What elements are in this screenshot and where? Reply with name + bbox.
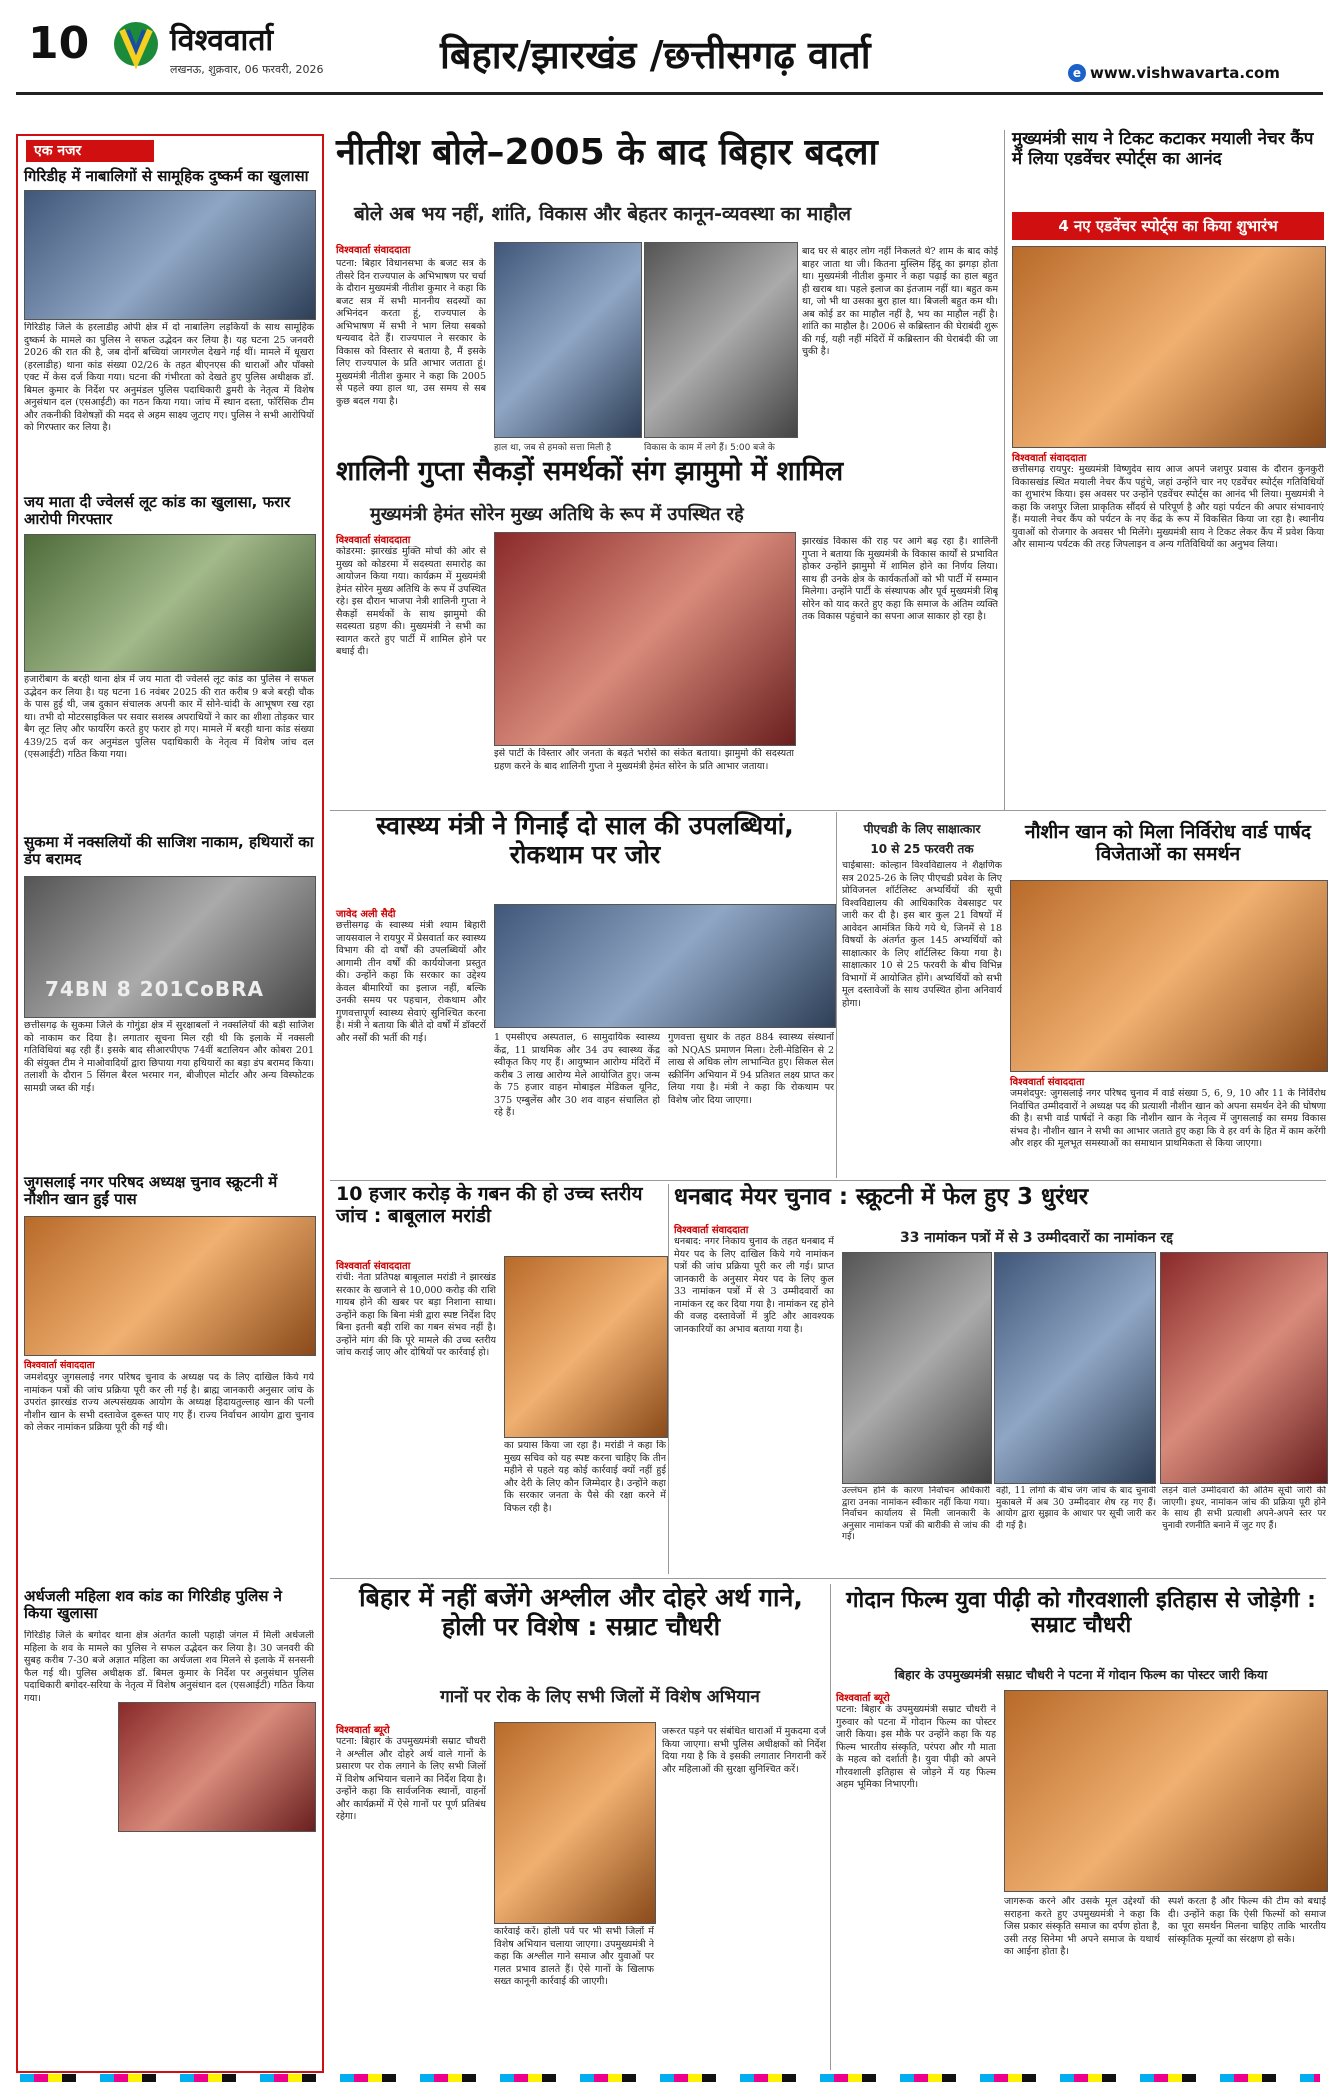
- cg-headline: मुख्यमंत्री साय ने टिकट कटाकर मयाली नेचर कैंप में लिया एडवेंचर स्पोर्ट्स का आनंद: [1012, 129, 1314, 169]
- row-rule: [330, 810, 1326, 811]
- lead-headline: नीतीश बोले–2005 के बाद बिहार बदला: [336, 132, 878, 173]
- cg-byline: विश्ववार्ता संवाददाता: [1012, 453, 1087, 464]
- godan-body-3: स्पर्श करता है और फिल्म की टीम को बधाई दी। उन्होंने कहा कि ऐसी फिल्मों को समाज का पूरा समर्थन मिलना चाहिए ताकि भारतीय सांस्कृतिक मूल्यों का संरक्षण हो सके।: [1168, 1896, 1326, 1945]
- row-rule: [330, 1578, 1326, 1579]
- left-story-2-photo: [24, 534, 316, 672]
- exam-kicker: पीएचडी के लिए साक्षात्कार: [863, 822, 981, 836]
- health-photo: [494, 904, 836, 1028]
- left-story-1-headline: गिरिडीह में नाबालिगों से सामूहिक दुष्कर्म का खुलासा: [24, 167, 309, 185]
- godan-body-1: पटना: बिहार के उपमुख्यमंत्री सम्राट चौधरी ने गुरुवार को पटना में गोदान फिल्म का पोस्टर जारी किया। इस मौके पर उन्होंने कहा कि यह फिल्म भारतीय संस्कृति, परंपरा और गौ माता के महत्व को दर्शाती है। युवा पीढ़ी को अपने गौरवशाली इतिहास से जोड़ने में यह फिल्म अहम भूमिका निभाएगी।: [836, 1704, 996, 1790]
- jmm-photo: [494, 532, 796, 746]
- marandi-headline: 10 हजार करोड़ के गबन की हो उच्च स्तरीय जांच : बाबूलाल मरांडी: [336, 1183, 643, 1227]
- left-story-4-byline: विश्ववार्ता संवाददाता: [24, 1360, 95, 1371]
- mayor-body-3: वहीं, 11 लोगों के बीच जंग जांच के बाद चुनावी मुकाबले में अब 30 उम्मीदवार शेष रह गए हैं। आयोग द्वारा सुझाव के आधार पर सूची जारी कर दी गई है।: [996, 1486, 1156, 1531]
- lead-caption-1: हाल था, जब से हमको सत्ता मिली है: [494, 443, 612, 453]
- godan-headline: गोदान फिल्म युवा पीढ़ी को गौरवशाली इतिहास से जोड़ेगी : सम्राट चौधरी: [846, 1588, 1316, 1639]
- health-headline: स्वास्थ्य मंत्री ने गिनाईं दो साल की उपलब्धियां, रोकथाम पर जोर: [376, 811, 794, 869]
- marandi-body-2: का प्रयास किया जा रहा है। मरांडी ने कहा कि मुख्य सचिव को यह स्पष्ट करना चाहिए कि तीन महीने से पहले यह कोई कार्रवाई क्यों नहीं हुई और देरी के लिए कौन जिम्मेदार है। उन्होंने कहा कि सरकार जनता के पैसे की रक्षा करने में विफल रही है।: [504, 1440, 666, 1514]
- holi-body-1: पटना: बिहार के उपमुख्यमंत्री सम्राट चौधरी ने अश्लील और दोहरे अर्थ वाले गानों के प्रसारण पर रोक लगाने के लिए सभी जिलों में विशेष अभियान चलाने का निर्देश दिया है। उन्होंने कहा कि सार्वजनिक स्थानों, वाहनों और कार्यक्रमों में ऐसे गानों पर पूर्ण प्रतिबंध रहेगा।: [336, 1736, 486, 1822]
- jmm-body-2: झारखंड विकास की राह पर आगे बढ़ रहा है। शालिनी गुप्ता ने बताया कि मुख्यमंत्री के विकास कार्यों से प्रभावित होकर उन्होंने झामुमो में शामिल होने का निर्णय लिया। साथ ही उनके क्षेत्र के कार्यकर्ताओं को भी पार्टी में सम्मान मिलेगा। उन्होंने पार्टी के संस्थापक और पूर्व मुख्यमंत्री शिबू सोरेन को याद करते हुए कहा कि समाज के अंतिम व्यक्ति तक विकास पहुंचाने का सपना आज साकार हो रहा है।: [802, 536, 998, 622]
- nausheen-photo: [1010, 880, 1328, 1072]
- jmm-byline: विश्ववार्ता संवाददाता: [336, 535, 411, 546]
- dateline: लखनऊ, शुक्रवार, 06 फरवरी, 2026: [170, 63, 324, 76]
- exam-headline: 10 से 25 फरवरी तक: [870, 842, 974, 856]
- left-story-1-body: गिरिडीह जिले के हरलाडीह ओपी क्षेत्र में दो नाबालिग लड़कियों के साथ सामूहिक दुष्कर्म के मामले का पुलिस ने सफल उद्भेदन कर लिया है। यह घटना 25 जनवरी 2026 की रात की है, जब दोनों बच्चियां जागरणेल देखने गई थीं। मामले में धूखरा (हरलाडीह) थाना कांड संख्या 02/26 के तहत बीएनएस की धाराओं और पॉक्सो एक्ट में केस दर्ज किया गया। घटना की गंभीरता को देखते हुए पुलिस अधीक्षक डॉ. बिमल कुमार के निर्देश पर अनुमंडल पुलिस पदाधिकारी डुमरी के नेतृत्व में विशेष अनुसंधान दल (एसआईटी) का गठन किया गया। जांच में स्थान दस्ता, फॉरेंसिक टीम और तकनीकी विशेषज्ञों की मदद से अहम साक्ष्य जुटाए गए। पुलिस ने सभी आरोपियों को गिरफ्तार कर लिया है।: [24, 322, 314, 433]
- godan-photo: [1004, 1690, 1328, 1892]
- holi-subhead: गानों पर रोक के लिए सभी जिलों में विशेष अभियान: [440, 1687, 760, 1707]
- mayor-body-4: लड़ने वाले उम्मीदवारों की अंतिम सूची जारी की जाएगी। इधर, नामांकन जांच की प्रक्रिया पूरी होने के साथ ही सभी प्रत्याशी अपने-अपने स्तर पर चुनावी रणनीति बनाने में जुट गए हैं।: [1162, 1486, 1326, 1531]
- holi-photo: [494, 1722, 656, 1924]
- nausheen-headline: नौशीन खान को मिला निर्विरोध वार्ड पार्षद विजेताओं का समर्थन: [1025, 821, 1311, 865]
- lead-body-2: बाद घर से बाहर लोग नहीं निकलते थे? शाम के बाद कोई बाहर जाता था जी। कितना मुस्लिम हिंदू का झगड़ा होता था। मुख्यमंत्री नीतीश कुमार ने कहा पढ़ाई का हाल बहुत ही खराब था। पहले इलाज का इंतजाम नहीं था। बहुत कम था, जो भी था उसका बुरा हाल था। बिजली बहुत कम थी। अब कोई डर का माहौल नहीं है, भय का माहौल नहीं है। शांति का माहौल है। 2006 से कब्रिस्तान की घेराबंदी शुरू की गई, यही नहीं मंदिरों में कब्रिस्तान की घेराबंदी की जा चुकी है।: [802, 246, 998, 357]
- section-title: बिहार/झारखंड /छत्तीसगढ़ वार्ता: [440, 33, 871, 77]
- marandi-photo: [504, 1256, 668, 1438]
- health-body-1: छत्तीसगढ़ के स्वास्थ्य मंत्री श्याम बिहारी जायसवाल ने रायपुर में प्रेसवार्ता कर स्वास्थ्य विभाग की दो वर्षों की उपलब्धियों और आगामी तीन वर्षों की कार्ययोजना प्रस्तुत की। उन्होंने कहा कि सरकार का उद्देश्य केवल बीमारियों का इलाज नहीं, बल्कि उनकी समय पर पहचान, रोकथाम और गुणवत्तापूर्ण स्वास्थ्य सेवाएं सुनिश्चित करना है। मंत्री ने बताया कि बीते दो वर्षों में डॉक्टरों और नर्सों की भर्ती की गई।: [336, 920, 486, 1044]
- left-story-2-headline: जय माता दी ज्वेलर्स लूट कांड का खुलासा, फरार आरोपी गिरफ्तार: [24, 493, 291, 529]
- nausheen-byline: विश्ववार्ता संवाददाता: [1010, 1077, 1085, 1088]
- lead-caption-2: विकास के काम में लगे हैं। 5:00 बजे के: [644, 443, 775, 453]
- left-story-2-body: हजारीबाग के बरही थाना क्षेत्र में जय माता दी ज्वेलर्स लूट कांड का पुलिस ने सफल उद्भेदन कर लिया है। यह घटना 16 नवंबर 2025 की रात करीब 9 बजे बरही चौक के पास हुई थी, जब दुकान संचालक अपनी कार में सोने-चांदी के आभूषण रख रहा था। तभी दो मोटरसाइकिल पर सवार सशस्त्र अपराधियों ने कार का शीशा तोड़कर चार बैग लूट लिए और फायरिंग करते हुए फरार हो गए। मामले में बरही थाना कांड संख्या 439/25 दर्ज कर अनुमंडल पुलिस पदाधिकारी के नेतृत्व में विशेष जांच दल (एसआईटी) गठित किया गया।: [24, 674, 314, 760]
- health-body-2: 1 एमसीएच अस्पताल, 6 सामुदायिक स्वास्थ्य केंद्र, 11 प्राथमिक और 34 उप स्वास्थ्य केंद्र स्वीकृत किए गए हैं। आयुष्मान आरोग्य मंदिरों में करीब 3 लाख आरोग्य मेले आयोजित हुए। जन्म के 75 हजार वाहन मोबाइल मेडिकल यूनिट, 375 एम्बुलेंस और 30 शव वाहन संचालित हो रहे हैं।: [494, 1032, 660, 1118]
- cg-kicker: 4 नए एडवेंचर स्पोर्ट्स का किया शुभारंभ: [1012, 212, 1324, 240]
- left-story-4-body: जमशेदपुर जुगसलाई नगर परिषद चुनाव के अध्यक्ष पद के लिए दाखिल किये गये नामांकन पत्रों की जांच प्रक्रिया पूरी कर ली गई है। ब्राह्म जानकारी अनुसार जांच के उपरांत झारखंड राज्य अल्पसंख्यक आयोग के अध्यक्ष हिदायतुल्लाह खान की पत्नी नौशीन खान के सभी दस्तावेज दुरूस्त पाए गए हैं। राज्य निर्वाचन आयोग द्वारा चुनाव को लेकर नामांकन प्रक्रिया पूरी की गई थी।: [24, 1372, 314, 1433]
- masthead: [0, 0, 1339, 92]
- left-story-4-photo: [24, 1216, 316, 1356]
- column-rule: [836, 812, 837, 1178]
- holi-body-2: कार्रवाई करें। होली पर्व पर भी सभी जिलों में विशेष अभियान चलाया जाएगा। उपमुख्यमंत्री ने कहा कि अश्लील गाने समाज और युवाओं पर गलत प्रभाव डालते हैं। ऐसे गानों के खिलाफ सख्त कानूनी कार्रवाई की जाएगी।: [494, 1926, 654, 1987]
- left-story-5-headline: अर्धजली महिला शव कांड का गिरिडीह पुलिस ने किया खुलासा: [24, 1587, 282, 1623]
- mayor-body-2: उल्लंघन होने के कारण निर्वाचन अधिकारी द्वारा उनका नामांकन स्वीकार नहीं किया गया। निर्वाचन कार्यालय से मिली जानकारी के अनुसार नामांकन पत्रों की बारीकी से जांच की गई।: [842, 1486, 990, 1542]
- web-icon: e: [1068, 64, 1086, 82]
- masthead-rule: [16, 92, 1323, 95]
- jmm-body-1: कोडरमा: झारखंड मुक्ति मोर्चा की ओर से मुख्य को कोडरमा में सदस्यता समारोह का आयोजन किया गया। कार्यक्रम में मुख्यमंत्री हेमंत सोरेन मुख्य अतिथि के रूप में उपस्थित रहे। इस दौरान भाजपा नेत्री शालिनी गुप्ता ने सैकड़ों समर्थकों के साथ झामुमो की सदस्यता ग्रहण की। मुख्यमंत्री ने सभी का स्वागत करते हुए पार्टी में शामिल होने पर बधाई दी।: [336, 546, 486, 657]
- mayor-subhead: 33 नामांकन पत्रों में से 3 उम्मीदवारों का नामांकन रद्द: [900, 1230, 1173, 1246]
- column-rule: [1004, 130, 1005, 810]
- jmm-headline: शालिनी गुप्ता सैकड़ों समर्थकों संग झामुमो में शामिल: [336, 456, 844, 487]
- lead-subhead: बोले अब भय नहीं, शांति, विकास और बेहतर कानून-व्यवस्था का माहौल: [354, 203, 852, 225]
- marandi-byline: विश्ववार्ता संवाददाता: [336, 1261, 411, 1272]
- godan-subhead: बिहार के उपमुख्यमंत्री सम्राट चौधरी ने पटना में गोदान फिल्म का पोस्टर जारी किया: [894, 1667, 1268, 1682]
- lead-photo-1: [494, 242, 642, 438]
- paper-name: विश्ववार्ता: [170, 23, 274, 58]
- page-number: 10: [28, 18, 90, 69]
- holi-byline: विश्ववार्ता ब्यूरो: [336, 1725, 390, 1736]
- left-story-3-headline: सुकमा में नक्सलियों की साजिश नाकाम, हथियारों का डंप बरामद: [24, 833, 314, 869]
- exam-body: चाईबासा: कोल्हान विश्वविद्यालय ने शैक्षणिक सत्र 2025-26 के लिए पीएचडी प्रवेश के लिए प्रोविजनल शॉर्टलिस्ट अभ्यर्थियों की सूची विश्वविद्यालय की आधिकारिक वेबसाइट पर जारी कर दी है। इस बार कुल 21 विषयों में आवेदन आमंत्रित किये गये थे, जिनमें से 18 विषयों के अंतर्गत कुल 145 अभ्यर्थियों को साक्षात्कार के लिए शॉर्टलिस्ट किया गया है। साक्षात्कार 10 से 25 फरवरी के बीच विभिन्न विभागों में आयोजित होंगे। अभ्यर्थियों को सभी मूल दस्तावेजों के साथ उपस्थित होना अनिवार्य होगा।: [842, 860, 1002, 1009]
- health-byline: जावेद अली सैदी: [336, 909, 396, 920]
- mayor-photo-1: [842, 1252, 992, 1484]
- jmm-subhead: मुख्यमंत्री हेमंत सोरेन मुख्य अतिथि के रूप में उपस्थित रहे: [370, 504, 744, 525]
- mayor-byline: विश्ववार्ता संवाददाता: [674, 1225, 749, 1236]
- left-story-1-photo: [24, 190, 316, 320]
- row-rule: [330, 1180, 1326, 1181]
- marandi-body-1: रांची: नेता प्रतिपक्ष बाबूलाल मरांडी ने झारखंड सरकार के खजाने से 10,000 करोड़ की राशि गायब होने की खबर पर बड़ा निशाना साधा। उन्होंने कहा कि बिना मंत्री द्वारा स्पष्ट निर्देश दिए बिना इतनी बड़ी राशि का गबन संभव नहीं है। उन्होंने मांग की कि पूरे मामले की उच्च स्तरीय जांच कराई जाए और दोषियों पर कार्रवाई हो।: [336, 1272, 496, 1358]
- lead-body-1: पटना: बिहार विधानसभा के बजट सत्र के तीसरे दिन राज्यपाल के अभिभाषण पर चर्चा के दौरान मुख्यमंत्री नीतीश कुमार ने कहा कि बजट सत्र में सभी माननीय सदस्यों का अभिनंदन करता हूं, राज्यपाल के अभिभाषण में सभी ने भाग लिया सबको धन्यवाद देते हैं। राज्यपाल ने सरकार के विकास को विस्तार से बताया है, मैं इसके लिए राज्यपाल के प्रति आभार जताता हूं। मुख्यमंत्री नीतीश कुमार ने कहा कि 2005 से पहले क्या हाल था, उस समय से सब कुछ बदल गया है।: [336, 258, 486, 407]
- column-rule: [668, 1184, 669, 1574]
- mayor-photo-3: [1160, 1252, 1328, 1484]
- website-link[interactable]: www.vishwavarta.com: [1090, 64, 1280, 82]
- mayor-photo-2: [994, 1252, 1156, 1484]
- godan-byline: विश्ववार्ता ब्यूरो: [836, 1693, 890, 1704]
- holi-headline: बिहार में नहीं बजेंगे अश्लील और दोहरे अर्थ गाने, होली पर विशेष : सम्राट चौधरी: [359, 1583, 803, 1641]
- jmm-caption: इसे पार्टी के विस्तार और जनता के बढ़ते भरोसे का संकेत बताया। झामुमो की सदस्यता ग्रहण करने के बाद शालिनी गुप्ता ने मुख्यमंत्री हेमंत सोरेन के प्रति आभार जताया।: [494, 748, 794, 772]
- left-story-5-body: गिरिडीह जिले के बगोदर थाना क्षेत्र अंतर्गत काली पहाड़ी जंगल में मिली अर्धजली महिला के शव के मामले का पुलिस ने सफल उद्भेदन कर लिया है। 30 जनवरी की सुबह करीब 7-30 बजे अज्ञात महिला का अर्धजला शव मिलने से इलाके में सनसनी फैल गई थी। पुलिस अधीक्षक डॉ. बिमल कुमार के निर्देश पर अनुसंधान पुलिस पदाधिकारी बगोदर-सरिया के नेतृत्व में विशेष अनुसंधान दल (एसआईटी) गठित किया गया।: [24, 1630, 314, 1704]
- godan-body-2: जागरूक करने और उसके मूल उद्देश्यों की सराहना करते हुए उपमुख्यमंत्री ने कहा कि जिस प्रकार संस्कृति समाज का दर्पण होता है, उसी तरह सिनेमा भी अपने समाज के यथार्थ का आईना होता है।: [1004, 1896, 1160, 1957]
- left-story-3-body: छत्तीसगढ़ के सुकमा जिले के गोगुंडा क्षेत्र में सुरक्षाबलों ने नक्सलियों की बड़ी साजिश को नाकाम कर दिया है। लगातार सूचना मिल रही थी कि इलाके में नक्सली गतिविधियां बढ़ रही हैं। इसके बाद सीआरपीएफ 74वीं बटालियन और कोबरा 201 की संयुक्त टीम ने माओवादियों द्वारा छिपाया गया हथियारों का बड़ा डंप बरामद किया। तलाशी के दौरान 5 सिंगल बैरल भरमार गन, बीजीएल मोर्टार और अन्य विस्फोटक सामग्री जब्त की गई।: [24, 1020, 314, 1094]
- lead-photo-2: [644, 242, 798, 438]
- section-label: एक नजर: [26, 140, 154, 162]
- mayor-headline: धनबाद मेयर चुनाव : स्क्रूटनी में फेल हुए 3 धुरंधर: [674, 1184, 1089, 1210]
- column-rule: [830, 1584, 831, 2070]
- left-story-4-headline: जुगसलाई नगर परिषद अध्यक्ष चुनाव स्क्रूटनी में नौशीन खान हुईं पास: [24, 1173, 278, 1209]
- holi-body-3: जरूरत पड़ने पर संबंधित धाराओं में मुकदमा दर्ज किया जाएगा। सभी पुलिस अधीक्षकों को निर्देश दिया गया है कि वे इसकी लगातार निगरानी करें और महिलाओं की सुरक्षा सुनिश्चित करें।: [662, 1726, 826, 1775]
- cg-photo: [1012, 246, 1326, 448]
- print-registration-bar: [20, 2074, 1320, 2082]
- mayor-body-1: धनबाद: नगर निकाय चुनाव के तहत धनबाद में मेयर पद के लिए दाखिल किये गये नामांकन पत्रों की जांच प्रक्रिया पूरी कर ली गई। प्राप्त जानकारी के अनुसार मेयर पद के लिए कुल 33 नामांकन पत्रों में से 3 उम्मीदवारों का नामांकन रद्द कर दिया गया है। नामांकन रद्द होने की वजह दस्तावेजों में त्रुटि और आवश्यक जानकारियों का अभाव बताया गया है।: [674, 1236, 834, 1335]
- cg-body: छत्तीसगढ़ रायपुर: मुख्यमंत्री विष्णुदेव साय आज अपने जशपुर प्रवास के दौरान कुनकुरी विकासखंड स्थित मयाली नेचर कैंप पहुंचे, जहां उन्होंने चार नए एडवेंचर स्पोर्ट्स गतिविधियों का शुभारंभ किया। इस अवसर पर उन्होंने एडवेंचर स्पोर्ट्स का आनंद भी लिया। मुख्यमंत्री ने कहा कि जशपुर जिला प्राकृतिक सौंदर्य से परिपूर्ण है और यहां पर्यटन की अपार संभावनाएं हैं। मयाली नेचर कैंप को पर्यटन के नए केंद्र के रूप में विकसित किया जा रहा है। स्थानीय युवाओं को रोजगार के अवसर भी मिलेंगे। मुख्यमंत्री साय ने टिकट लेकर कैंप में प्रवेश किया और सामान्य पर्यटक की तरह जिपलाइन व अन्य गतिविधियों का अनुभव लिया।: [1012, 464, 1324, 550]
- left-story-3-photo: 74BN 8 201CoBRA: [24, 876, 316, 1018]
- health-body-3: गुणवत्ता सुधार के तहत 884 स्वास्थ्य संस्थानों को NQAS प्रमाणन मिला। टेली-मेडिसिन से 2 लाख से अधिक लोग लाभान्वित हुए। सिकल सेल स्क्रीनिंग अभियान में 94 प्रतिशत लक्ष्य प्राप्त कर लिया गया है। मंत्री ने कहा कि रोकथाम पर विशेष जोर दिया जाएगा।: [668, 1032, 834, 1106]
- paper-logo-icon: [112, 18, 160, 70]
- lead-byline: विश्ववार्ता संवाददाता: [336, 245, 411, 256]
- nausheen-body: जमशेदपुर: जुगसलाई नगर परिषद चुनाव में वार्ड संख्या 5, 6, 9, 10 और 11 के निर्विरोध निर्वाचित उम्मीदवारों ने अध्यक्ष पद की प्रत्याशी नौशीन खान को अपना समर्थन देने की घोषणा की है। सभी वार्ड पार्षदों ने कहा कि नौशीन खान के नेतृत्व में जुगसलाई का समग्र विकास संभव है। नौशीन खान ने सभी का आभार जताते हुए कहा कि वे हर वर्ग के हित में काम करेंगी और शहर की मूलभूत समस्याओं का समाधान प्राथमिकता से किया जाएगा।: [1010, 1088, 1326, 1149]
